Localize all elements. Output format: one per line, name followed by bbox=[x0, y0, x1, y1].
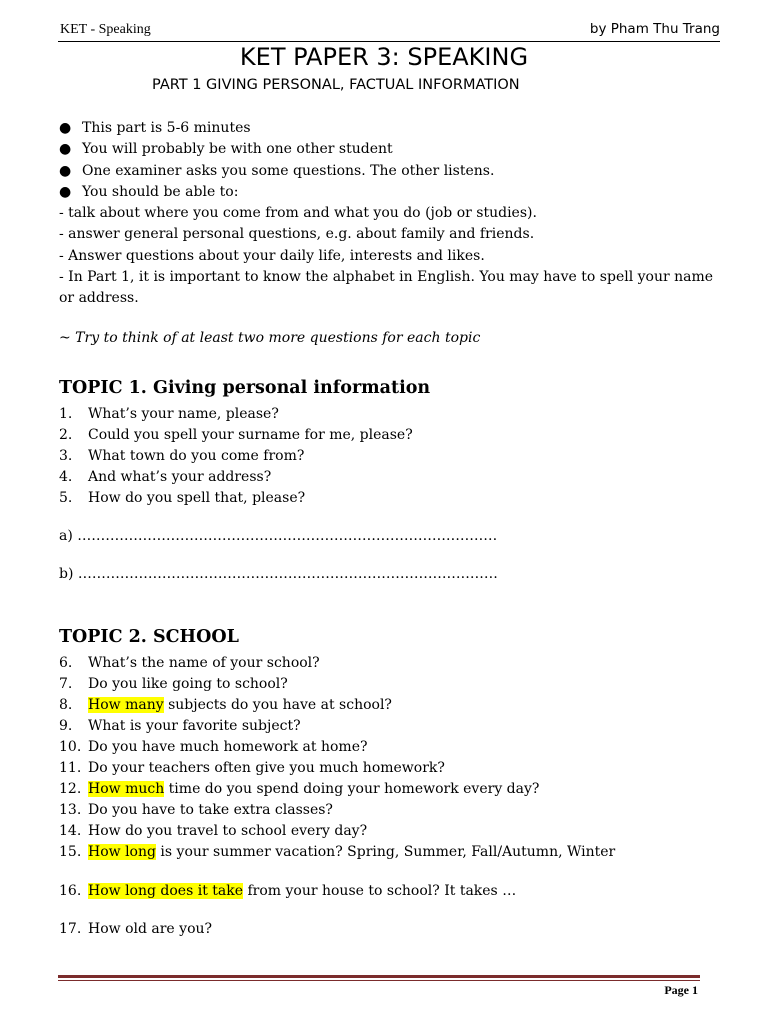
question-item: 17. How old are you? bbox=[59, 921, 213, 937]
highlighted-phrase: How many bbox=[88, 697, 164, 713]
answer-blank-b: b) ……………………………………………………………………………… bbox=[59, 566, 498, 582]
skills-list bbox=[59, 203, 720, 309]
topic1-heading: TOPIC 1. Giving personal information bbox=[59, 378, 431, 398]
highlighted-phrase: How long does it take bbox=[88, 883, 244, 899]
highlighted-phrase: How long bbox=[88, 844, 156, 860]
page-number: Page 1 bbox=[664, 983, 698, 997]
header-left: KET - Speaking bbox=[60, 22, 151, 37]
dash-line: - In Part 1, it is important to know the alphabet in English. You may have to spell your name or address. bbox=[59, 268, 714, 307]
question-item: 9. What is your favorite subject? bbox=[59, 718, 301, 734]
question-item: 14. How do you travel to school every day? bbox=[59, 823, 368, 839]
topic2-heading: TOPIC 2. SCHOOL bbox=[59, 627, 239, 647]
question-item: 10. Do you have much homework at home? bbox=[59, 739, 368, 755]
bullet-item: ● One examiner asks you some questions. The other listens. bbox=[59, 161, 720, 182]
bullet-item: ● You should be able to: bbox=[59, 182, 720, 203]
topic1-questions bbox=[59, 404, 720, 509]
question-16 bbox=[59, 881, 720, 902]
highlighted-phrase: How much bbox=[88, 781, 165, 797]
footer-divider-thin bbox=[58, 980, 700, 981]
instruction-note: ~ Try to think of at least two more questions for each topic bbox=[59, 330, 481, 346]
question-item: 3. What town do you come from? bbox=[59, 448, 305, 464]
topic2-questions bbox=[59, 653, 720, 863]
bullet-item: ● You will probably be with one other student bbox=[59, 139, 720, 160]
bullet-list bbox=[59, 118, 720, 203]
header-divider bbox=[58, 41, 720, 42]
header-right: by Pham Thu Trang bbox=[589, 21, 720, 37]
bullet-icon: ● bbox=[59, 120, 72, 136]
bullet-icon: ● bbox=[59, 183, 72, 200]
question-item: 6. What’s the name of your school? bbox=[59, 655, 320, 671]
question-item: 16. How long does it take from your house to school? It takes … bbox=[59, 883, 517, 899]
question-item: 11. Do your teachers often give you much homework? bbox=[59, 760, 445, 776]
question-item: 1. What’s your name, please? bbox=[59, 406, 279, 422]
answer-blank-a: a) ……………………………………………………………………………… bbox=[59, 528, 498, 544]
page-subtitle: PART 1 GIVING PERSONAL, FACTUAL INFORMATION bbox=[152, 77, 520, 93]
footer-divider bbox=[58, 975, 700, 978]
bullet-icon: ● bbox=[59, 141, 72, 158]
dash-line: - talk about where you come from and what you do (job or studies). bbox=[59, 205, 537, 221]
question-item: 13. Do you have to take extra classes? bbox=[59, 802, 333, 818]
question-item: 8. How many subjects do you have at school? bbox=[59, 697, 392, 713]
page-title: KET PAPER 3: SPEAKING bbox=[239, 43, 529, 71]
question-item: 15. How long is your summer vacation? Spring, Summer, Fall/Autumn, Winter bbox=[59, 844, 616, 860]
dash-line: - Answer questions about your daily life, interests and likes. bbox=[59, 247, 485, 264]
question-17 bbox=[59, 919, 720, 940]
question-item: 7. Do you like going to school? bbox=[59, 676, 288, 692]
question-item: 12. How much time do you spend doing your homework every day? bbox=[59, 781, 540, 797]
question-item: 5. How do you spell that, please? bbox=[59, 490, 306, 506]
bullet-icon: ● bbox=[59, 162, 72, 179]
dash-line: - answer general personal questions, e.g. about family and friends. bbox=[59, 226, 535, 243]
question-item: 4. And what’s your address? bbox=[59, 469, 272, 485]
question-item: 2. Could you spell your surname for me, please? bbox=[59, 427, 413, 443]
bullet-item: ● This part is 5-6 minutes bbox=[59, 118, 720, 139]
